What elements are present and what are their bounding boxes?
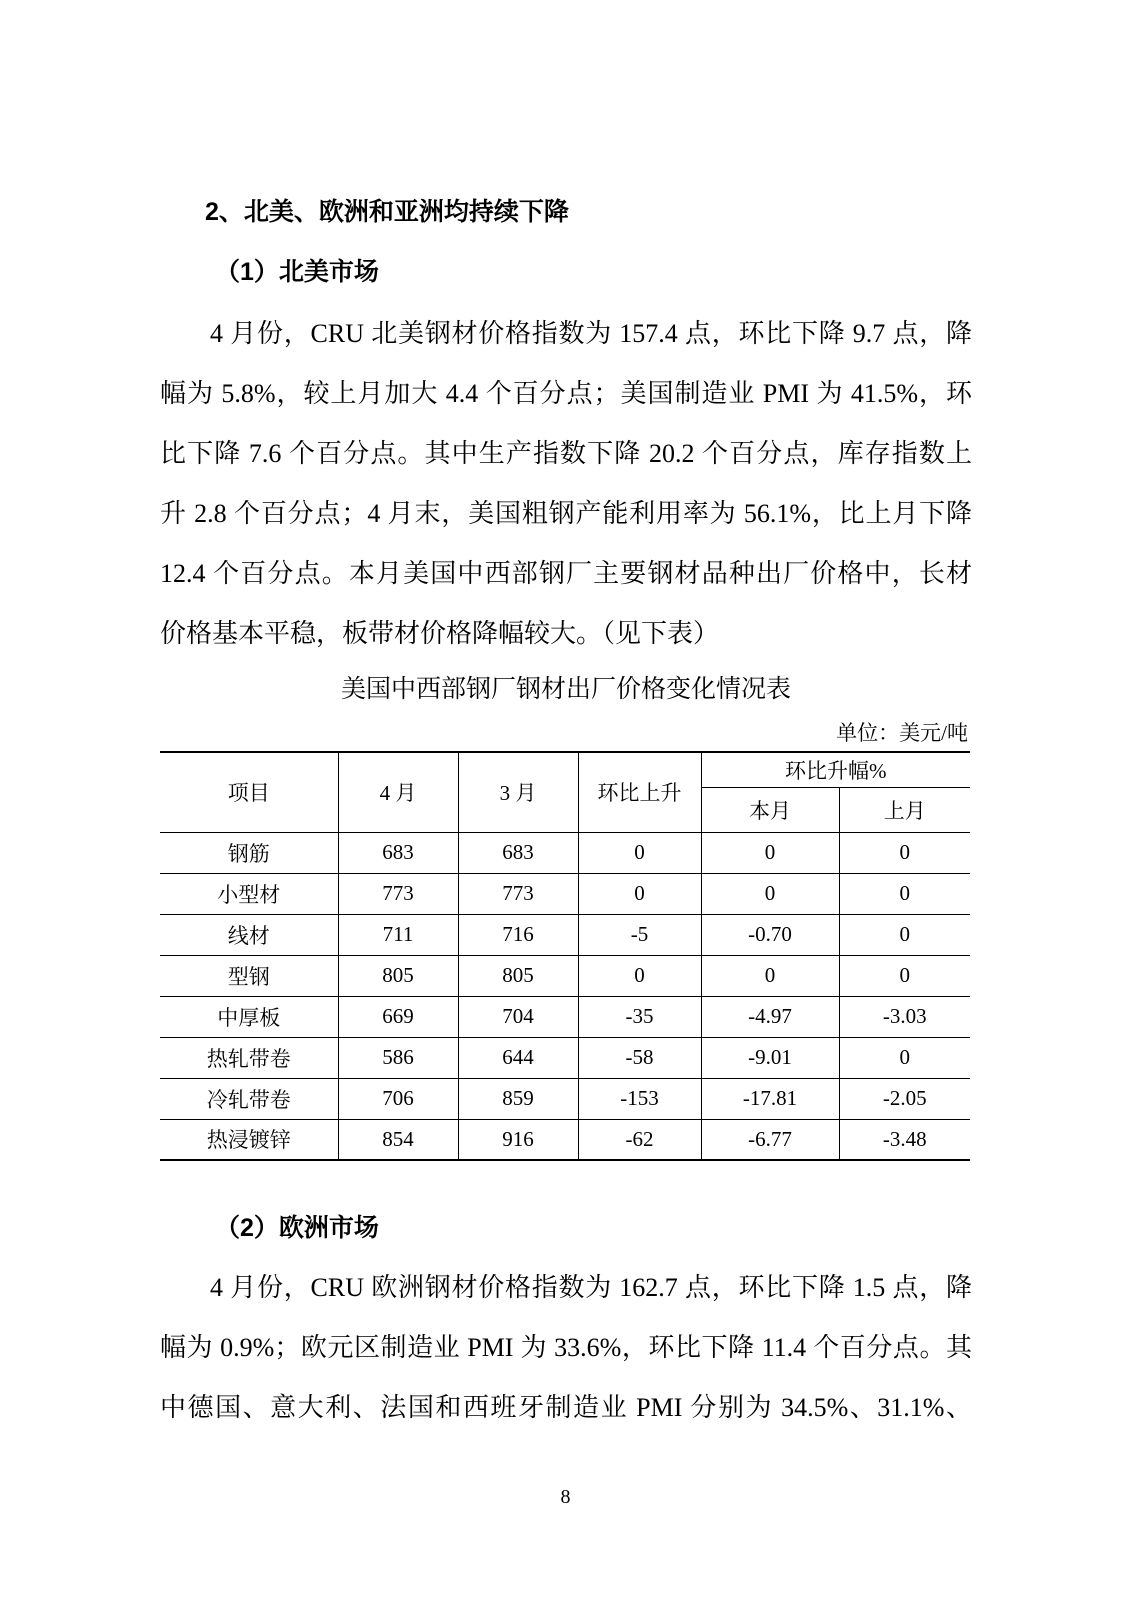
table-cell: 805 xyxy=(338,955,458,996)
table-cell: 0 xyxy=(578,955,701,996)
table-cell: 小型材 xyxy=(160,873,338,914)
paragraph-line: 12.4 个百分点。本月美国中西部钢厂主要钢材品种出厂价格中，长材 xyxy=(160,559,972,588)
table-cell: 0 xyxy=(839,1037,970,1078)
table-row xyxy=(160,1037,970,1078)
table-cell: -9.01 xyxy=(701,1037,839,1078)
page-number: 8 xyxy=(560,1486,571,1508)
table-cell: 916 xyxy=(458,1119,578,1160)
table-cell: 586 xyxy=(338,1037,458,1078)
table-cell: 型钢 xyxy=(160,955,338,996)
col-header-mom-change: 环比上升 xyxy=(578,752,701,832)
table-cell: -35 xyxy=(578,996,701,1037)
table-cell: 683 xyxy=(338,832,458,873)
section-heading: 2、北美、欧洲和亚洲均持续下降 xyxy=(205,198,569,226)
table-row xyxy=(160,1078,970,1119)
table-row xyxy=(160,1119,970,1160)
col-header-mom-pct-group: 环比升幅% xyxy=(701,752,970,787)
paragraph-line: 价格基本平稳，板带材价格降幅较大。（见下表） xyxy=(160,619,720,648)
table-cell: -62 xyxy=(578,1119,701,1160)
table-cell: 644 xyxy=(458,1037,578,1078)
table-cell: 711 xyxy=(338,914,458,955)
table-row xyxy=(160,914,970,955)
table-cell: -3.03 xyxy=(839,996,970,1037)
table-cell: -5 xyxy=(578,914,701,955)
table-cell: 0 xyxy=(839,873,970,914)
table-cell: -153 xyxy=(578,1078,701,1119)
table-cell: -3.48 xyxy=(839,1119,970,1160)
col-header-item: 项目 xyxy=(160,752,338,832)
table-cell: -2.05 xyxy=(839,1078,970,1119)
table-cell: -17.81 xyxy=(701,1078,839,1119)
table-cell: 706 xyxy=(338,1078,458,1119)
table-cell: -6.77 xyxy=(701,1119,839,1160)
col-header-this-month: 本月 xyxy=(701,787,839,832)
table-unit-note: 单位：美元/吨 xyxy=(836,721,968,745)
subsection-heading-europe: （2）欧洲市场 xyxy=(215,1214,379,1242)
table-cell: 0 xyxy=(701,955,839,996)
table-row xyxy=(160,996,970,1037)
table-title: 美国中西部钢厂钢材出厂价格变化情况表 xyxy=(340,676,791,703)
table-cell: 854 xyxy=(338,1119,458,1160)
table-cell: -4.97 xyxy=(701,996,839,1037)
table-cell: -58 xyxy=(578,1037,701,1078)
table-cell: 0 xyxy=(839,832,970,873)
table-cell: 859 xyxy=(458,1078,578,1119)
table-cell: 冷轧带卷 xyxy=(160,1078,338,1119)
table-cell: 热轧带卷 xyxy=(160,1037,338,1078)
table-cell: 中厚板 xyxy=(160,996,338,1037)
table-row xyxy=(160,832,970,873)
paragraph-europe xyxy=(160,1258,972,1438)
table-cell: 669 xyxy=(338,996,458,1037)
table-cell: 716 xyxy=(458,914,578,955)
table-cell: 683 xyxy=(458,832,578,873)
paragraph-line: 中德国、意大利、法国和西班牙制造业 PMI 分别为 34.5%、31.1%、 xyxy=(160,1393,972,1422)
table-cell: 0 xyxy=(701,832,839,873)
table-cell: 773 xyxy=(458,873,578,914)
table-cell: 805 xyxy=(458,955,578,996)
paragraph-line: 升 2.8 个百分点；4 月末，美国粗钢产能利用率为 56.1%，比上月下降 xyxy=(160,499,972,528)
table-cell: -0.70 xyxy=(701,914,839,955)
table-cell: 0 xyxy=(839,955,970,996)
col-header-april: 4 月 xyxy=(338,752,458,832)
table-cell: 704 xyxy=(458,996,578,1037)
col-header-march: 3 月 xyxy=(458,752,578,832)
table-cell: 钢筋 xyxy=(160,832,338,873)
col-header-last-month: 上月 xyxy=(839,787,970,832)
table-cell: 0 xyxy=(578,873,701,914)
paragraph-line: 4 月份，CRU 欧洲钢材价格指数为 162.7 点，环比下降 1.5 点，降 xyxy=(210,1273,972,1302)
table-cell: 0 xyxy=(578,832,701,873)
subsection-heading-north-america: （1）北美市场 xyxy=(215,258,379,286)
table-row xyxy=(160,873,970,914)
paragraph-line: 4 月份，CRU 北美钢材价格指数为 157.4 点，环比下降 9.7 点，降 xyxy=(210,319,972,348)
table-cell: 0 xyxy=(839,914,970,955)
paragraph-north-america xyxy=(160,304,972,664)
table-cell: 热浸镀锌 xyxy=(160,1119,338,1160)
paragraph-line: 幅为 5.8%，较上月加大 4.4 个百分点；美国制造业 PMI 为 41.5%，环 xyxy=(160,379,972,408)
table-cell: 773 xyxy=(338,873,458,914)
table-row xyxy=(160,955,970,996)
paragraph-line: 比下降 7.6 个百分点。其中生产指数下降 20.2 个百分点，库存指数上 xyxy=(160,439,972,468)
table-cell: 0 xyxy=(701,873,839,914)
table-cell: 线材 xyxy=(160,914,338,955)
price-change-table xyxy=(160,751,970,1161)
paragraph-line: 幅为 0.9%；欧元区制造业 PMI 为 33.6%，环比下降 11.4 个百分点。其 xyxy=(160,1333,972,1362)
